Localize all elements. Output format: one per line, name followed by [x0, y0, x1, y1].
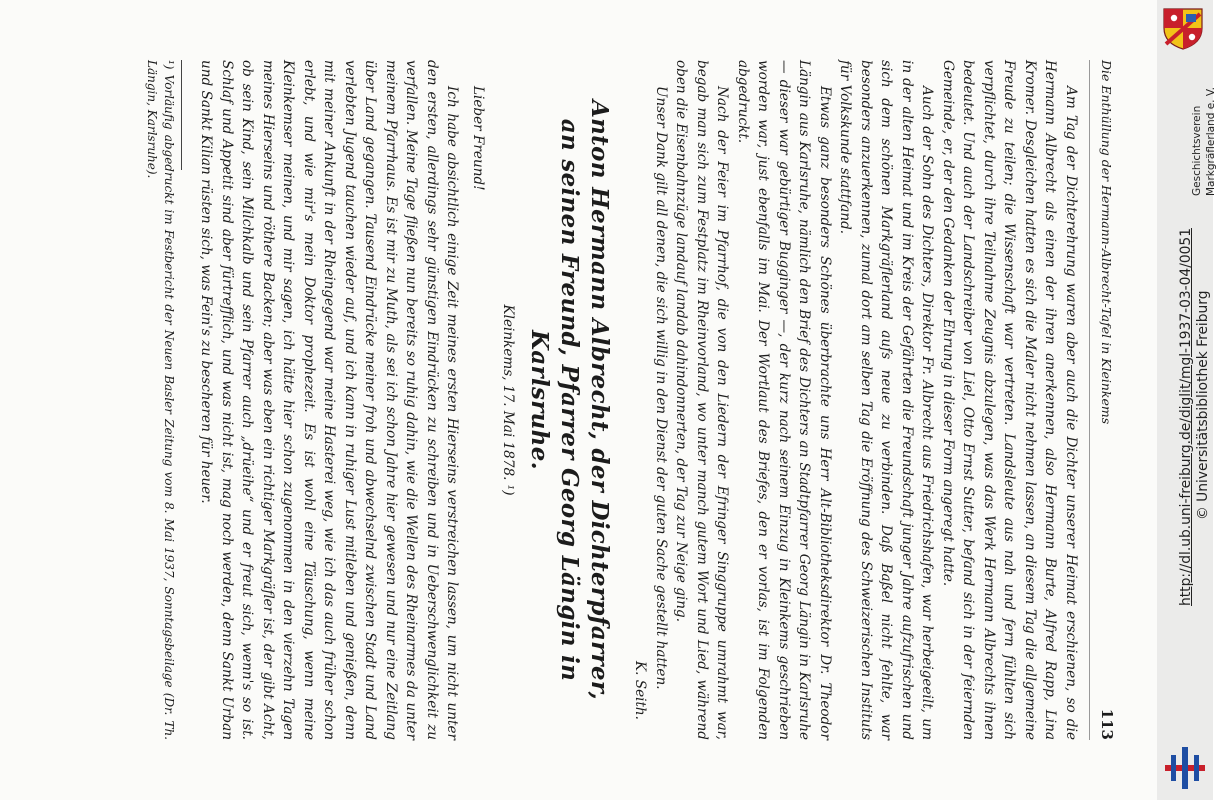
- paragraph: Am Tag der Dichterehrung waren aber auch die Dichter unserer Heimat erschienen, so die Hermann Albrecht als einen der ihren anerkennen, also Hermann Burte, Alfred Rapp, Lina Kromer. Desgleichen hatten es sich die Maler nicht nehmen lassen, an diesem Tag die allgemeine Freude zu teilen; die Wissenschaft war vertreten. Landsleute aus nah und fern fühlten sich verpflichtet, durch ihre Teilnahme Zeugnis abzulegen, was das Werk Hermann Albrechts ihnen bedeutet. Und auch der Landschreiber von Liel, Otto Ernst Sutter, befand sich in der feiernden Gemeinde, er, der den Gedanken der Ehrung in dieser Form angeregt hatte.: [940, 60, 1079, 740]
- source-url-link[interactable]: http://dl.ub.uni-freiburg.de/diglit/mgl-1937-03-04/0051: [1178, 228, 1194, 606]
- article-title: [525, 60, 615, 740]
- footnote: ¹) Vorläufig abgedruckt im Festbericht der Neuen Basler Zeitung vom 8. Mai 1937, Sonntagsbeilage (Dr. Th. Längin, Karlsruhe).: [145, 60, 176, 740]
- letter-body: Ich habe absichtlich einige Zeit meines ersten Hierseins verstreichen lassen, um nicht unter den ersten, allerdings sehr günstigen Eindrücken zu schreiben und in Ueberschwenglichkeit zu verfallen. Meine Tage fließen nun bereits so ruhig dahin, wie die Wellen des Rheinarmes da unter meinem Pfarrhaus. Es ist mir zu Muth, als sei ich schon Jahre hier gewesen und nur eine Zeitlang über Land gegangen. Tausend Eindrücke meiner froh und abwechselnd zwischen Stadt und Land verlebten Jugend tauchen wieder auf, und ich kann in ruhiger Lust mitleben und genießen, denn mit meiner Ankunft in der Rheingegend war meine Hasterei weg, wie ich das auch früher schon erlebt, und wie mir's mein Doktor prophezeit. Es ist wohl eine Täuschung, wenn meine Kleinkemser meinen, und mir sagen, ich hätte hier schon zugenommen in den vierzehn Tagen meines Hierseins und röthere Backen; aber was eben ein richtiger Markgräfler ist, der gibt Acht, ob sein Kind, sein Milchkalb und sein Pfarrer auch „drüeihe“ und er freut sich, wenn's so ist. Schlaf und Appetit sind aber fürtrefflich, und was nicht ist, mag noch werden, denn Sankt Urban und Sankt Kilian rüsten sich, was Fein's zu bescheren für heuer.: [198, 60, 461, 740]
- society-name-line-2: Markgräflerland e. V.: [1205, 86, 1217, 196]
- salutation: Lieber Freund!: [470, 86, 487, 191]
- signature: K. Seith.: [632, 660, 649, 720]
- paragraph: Unser Dank gilt all denen, die sich willig in den Dienst der guten Sache gestellt hatten.: [653, 86, 669, 690]
- title-line-2: an seinen Freund, Pfarrer Georg Längin in Karlsruhe.: [526, 118, 584, 682]
- paragraph: Nach der Feier im Pfarrhof, die von den Liedern der Efringer Singgruppe umrahmt war, begab man sich zum Festplatz im Rheinvorland, wo unter manch gutem Wort und Lied, während oben die Eisenbahnzüge landauf landab dahindonnerten, der Tag zur Neige ging.: [673, 60, 731, 740]
- society-name-line-1: Geschichtsverein: [1191, 105, 1203, 196]
- paragraph: Etwas ganz besonders Schönes überbrachte uns Herr Alt-Bibliotheksdirektor Dr. Theodor Längin aus Karlsruhe, nämlich den Brief des Dichters an Stadtpfarrer Georg Längin in Karlsruhe — dieser war gebürtiger Bugginger —, der kurz nach seinem Einzug in Kleinkems geschrieben worden war, just ebenfalls im Mai. Der Wortlaut des Briefes, den er vorlas, ist im Folgenden abgedruckt.: [735, 60, 833, 740]
- rotated-page-content: [38, 50, 1118, 750]
- coat-of-arms-icon: [1160, 6, 1206, 50]
- copyright-notice: © Universitätsbibliothek Freiburg: [1195, 290, 1211, 520]
- running-title: Die Enthüllung der Hermann-Albrecht-Tafel in Kleinkems: [1099, 60, 1114, 425]
- page-number: 113: [1098, 708, 1116, 740]
- paragraph: Auch der Sohn des Dichters, Direktor Fr. Albrecht aus Friedrichshafen, war herbeigeeilt, um in der alten Heimat und im Kreis der Gefährten die Freundschaft junger Jahre aufzufrischen und sich dem schönen Markgräflerland aufs neue zu verbinden. Daß Baßel nicht fehlte, war besonders anzuerkennen, zumal dort am selben Tag die Eröffnung des Schweizerischen Instituts für Volkskunde stattfand.: [837, 60, 936, 740]
- footnote-rule: [181, 60, 182, 170]
- ub-freiburg-logo-icon: [1163, 745, 1207, 791]
- title-line-1: Anton Hermann Albrecht, der Dichterpfarrer,: [586, 100, 614, 700]
- running-header: [1089, 60, 1116, 740]
- dateline: Kleinkems, 17. Mai 1878. ¹): [500, 304, 517, 496]
